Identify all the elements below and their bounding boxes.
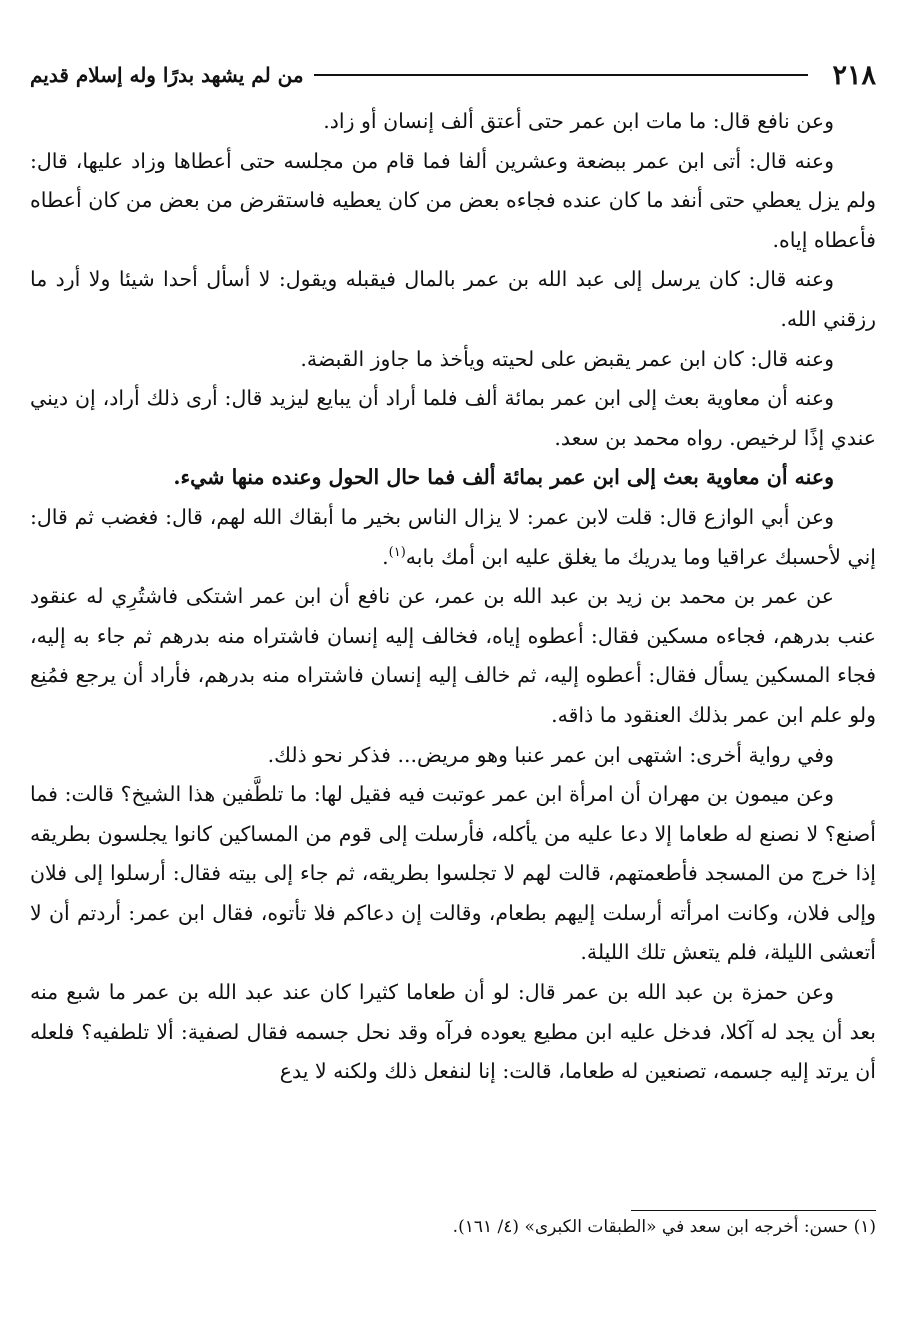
paragraph-text: وعن أبي الوازع قال: قلت لابن عمر: لا يزال الناس بخير ما أبقاك الله لهم، قال: فغضب ثم قال: إني لأحسبك عراقيا وما يدريك ما يغلق عليه ابن أمك بابه — [30, 504, 876, 569]
paragraph: وعنه أن معاوية بعث إلى ابن عمر بمائة ألف فلما أراد أن يبايع ليزيد قال: أرى ذلك أراد، إن ديني عندي إذًا لرخيص. رواه محمد بن سعد. — [30, 386, 876, 450]
paragraph-end: . — [382, 544, 389, 569]
paragraph: وفي رواية أخرى: اشتهى ابن عمر عنبا وهو مريض... فذكر نحو ذلك. — [267, 742, 834, 767]
footnote-reference: (١) — [388, 544, 406, 560]
paragraph — [30, 498, 876, 577]
footnote: (١) حسن: أخرجه ابن سعد في «الطبقات الكبرى» (٤/ ١٦١). — [452, 1217, 876, 1237]
paragraph: وعن نافع قال: ما مات ابن عمر حتى أعتق ألف إنسان أو زاد. — [323, 109, 834, 133]
paragraph: وعنه أن معاوية بعث إلى ابن عمر بمائة ألف فما حال الحول وعنده منها شيء. — [173, 465, 834, 490]
page-number: ٢١٨ — [832, 59, 876, 91]
page-header — [30, 58, 876, 92]
footnote-rule — [631, 1210, 876, 1211]
paragraph: وعن ميمون بن مهران أن امرأة ابن عمر عوتبت فيه فقيل لها: ما تلطَّفين هذا الشيخ؟ قالت: فما أصنع؟ لا نصنع له طعاما إلا دعا عليه من يأكله، فأرسلت إلى قوم من المساكين كانوا يجلسون بطريقه إذا خرج من المسجد فأطعمتهم، قالت لهم لا تجلسوا بطريقه، ثم جاء إلى بيته فقال: أرسلوا إلى فلان وإلى فلان، وكانت امرأته أرسلت إليهم بطعام، وقالت إن دعاكم فلا تأتوه، فقال ابن عمر: أردتم أن لا أتعشى الليلة، فلم يتعش تلك الليلة. — [30, 782, 876, 965]
page-body — [30, 102, 876, 1092]
paragraph: عن عمر بن محمد بن زيد بن عبد الله بن عمر، عن نافع أن ابن عمر اشتكى فاشتُرِي له عنقود عنب بدرهم، فجاءه مسكين فقال: أعطوه إياه، فخالف إليه إنسان فاشتراه منه بدرهم ثم جاء به إليه، فجاء المسكين يسأل فقال: أعطوه إليه، ثم خالف إليه إنسان فاشتراه منه بدرهم، فأراد أن يرجع فمُنِع ولو علم ابن عمر بذلك العنقود ما ذاقه. — [30, 584, 876, 727]
running-title: من لم يشهد بدرًا وله إسلام قديم — [30, 63, 304, 87]
paragraph: وعن حمزة بن عبد الله بن عمر قال: لو أن طعاما كثيرا كان عند عبد الله بن عمر ما شبع منه بعد أن يجد له آكلا، فدخل عليه ابن مطيع يعوده فرآه وقد نحل جسمه فقال لصفية: ألا تلطفيه؟ فلعله أن يرتد إليه جسمه، تصنعين له طعاما، قالت: إنا لنفعل ذلك ولكنه لا يدع — [30, 980, 876, 1084]
paragraph: وعنه قال: كان ابن عمر يقبض على لحيته ويأخذ ما جاوز القبضة. — [300, 346, 834, 371]
header-rule — [314, 74, 809, 76]
paragraph: وعنه قال: كان يرسل إلى عبد الله بن عمر بالمال فيقبله ويقول: لا أسأل أحدا شيئا ولا أرد ما رزقني الله. — [30, 267, 876, 331]
paragraph: وعنه قال: أتى ابن عمر ببضعة وعشرين ألفا فما قام من مجلسه حتى أعطاها وزاد عليها، قال: ولم يزل يعطي حتى أنفد ما كان عنده فجاءه بعض من كان يعطيه فاستقرض من بعض من كان أعطاه فأعطاه إياه. — [30, 148, 876, 252]
